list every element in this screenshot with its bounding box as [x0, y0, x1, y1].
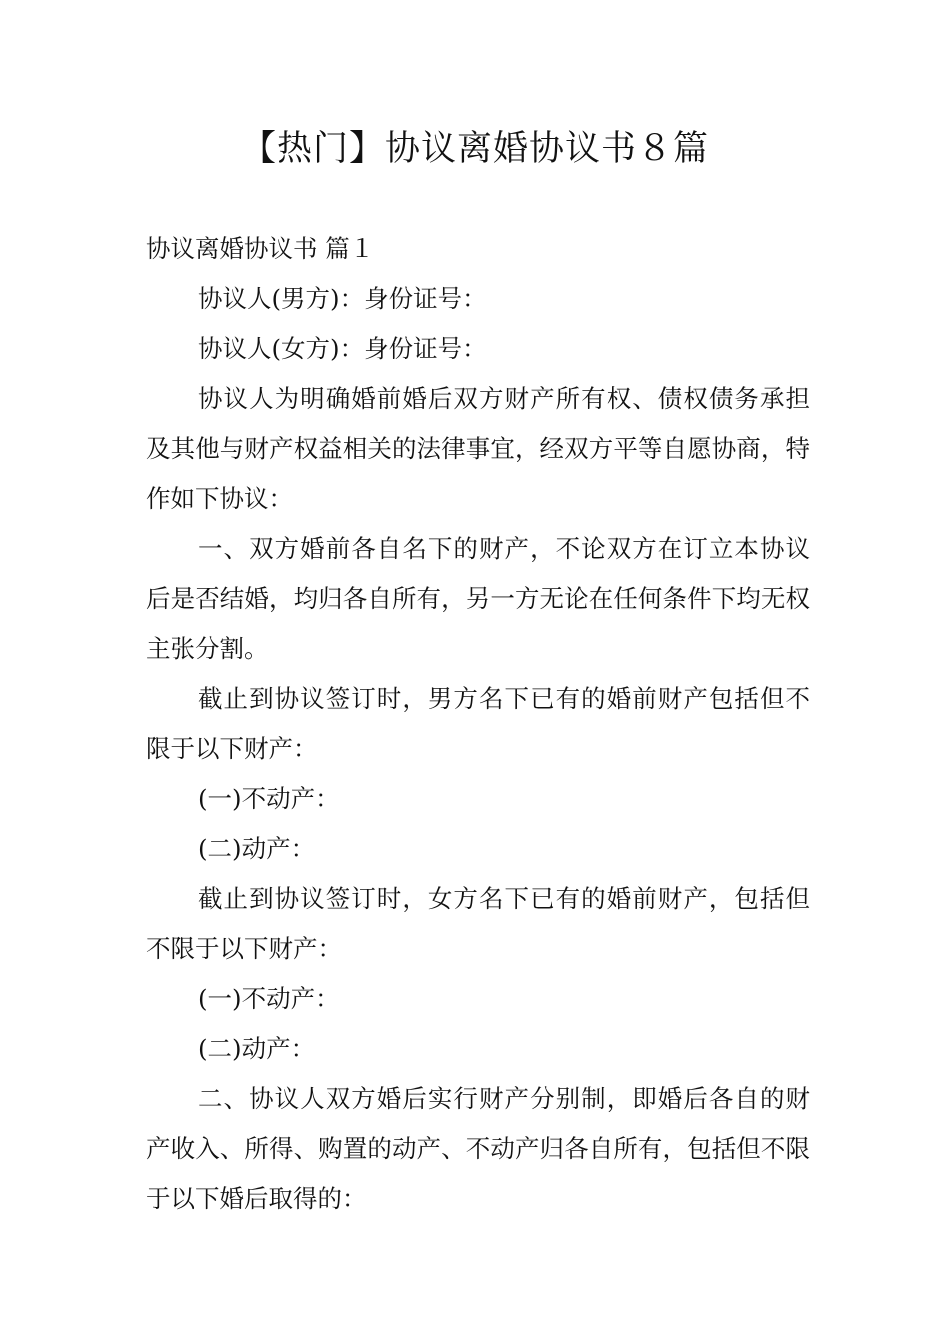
paragraph-clause-1: 一、双方婚前各自名下的财产，不论双方在订立本协议后是否结婚，均归各自所有，另一方无论在任何条件下均无权主张分割。	[146, 534, 810, 663]
paragraph-intro: 协议人为明确婚前婚后双方财产所有权、债权债务承担及其他与财产权益相关的法律事宜，经双方平等自愿协商，特作如下协议：	[146, 384, 810, 513]
paragraph-clause-2: 二、协议人双方婚后实行财产分别制，即婚后各自的财产收入、所得、购置的动产、不动产归各自所有，包括但不限于以下婚后取得的：	[146, 1084, 810, 1213]
paragraph-male-movable: (二)动产：	[198, 834, 316, 863]
paragraph-male-assets: 截止到协议签订时，男方名下已有的婚前财产包括但不限于以下财产：	[146, 684, 810, 763]
paragraph-male-party: 协议人(男方)：身份证号：	[198, 284, 487, 313]
paragraph-female-assets: 截止到协议签订时，女方名下已有的婚前财产，包括但不限于以下财产：	[146, 884, 810, 963]
paragraph-female-movable: (二)动产：	[198, 1034, 316, 1063]
paragraph-female-real-estate: (一)不动产：	[198, 984, 340, 1013]
paragraph-male-real-estate: (一)不动产：	[198, 784, 340, 813]
document-title: 【热门】协议离婚协议书８篇	[240, 129, 709, 169]
document-body	[146, 224, 810, 1224]
paragraph-female-party: 协议人(女方)：身份证号：	[198, 334, 487, 363]
section-heading: 协议离婚协议书 篇１	[146, 234, 375, 263]
